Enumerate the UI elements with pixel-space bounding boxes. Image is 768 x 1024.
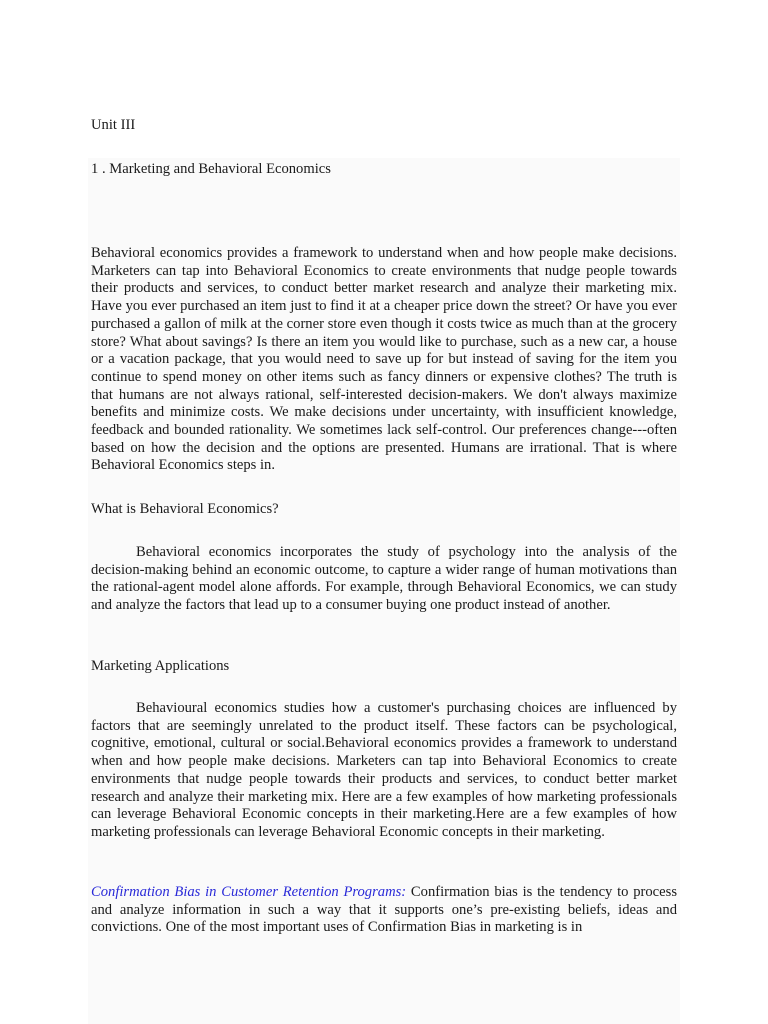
confirmation-bias-link[interactable]: Confirmation Bias in Customer Retention Programs:: [91, 884, 407, 900]
paragraph-confirmation-bias: [91, 884, 677, 937]
confirmation-bias-text: Confirmation bias is the tendency to process and analyze information in such a way that it supports one’s pre-existing beliefs, ideas and convictions. One of the most important uses of Confirmation Bias in marketing is in: [91, 884, 677, 936]
paragraph-intro: Behavioral economics provides a framework to understand when and how people make decisions. Marketers can tap into Behavioral Economics to create environments that nudge people towards their products and services, to conduct better market research and analyze their marketing mix. Have you ever purchased an item just to find it at a cheaper price down the street? Or have you ever purchased a gallon of milk at the corner store even though it costs twice as much than at the grocery store? What about savings? Is there an item you would like to purchase, such as a new car, a house or a vacation package, that you would need to save up for but instead of saving for the item you continue to spend money on other items such as fancy dinners or expensive clothes? The truth is that humans are not always rational, self-interested decision-makers. We don't always maximize benefits and minimize costs. We make decisions under uncertainty, with insufficient knowledge, feedback and bounded rationality. We sometimes lack self-control. Our preferences change---often based on how the decision and the options are presented. Humans are irrational. That is where Behavioral Economics steps in.: [91, 245, 677, 474]
unit-title: Unit III: [91, 117, 136, 133]
heading-marketing-applications: Marketing Applications: [91, 658, 230, 674]
section-title: 1 . Marketing and Behavioral Economics: [91, 161, 331, 177]
paragraph-definition: Behavioral economics incorporates the study of psychology into the analysis of the decision-making behind an economic outcome, to capture a wider range of human motivations than the rational-agent model alone affords. For example, through Behavioral Economics, we can study and analyze the factors that lead up to a consumer buying one product instead of another.: [91, 544, 677, 614]
heading-what-is-behavioral-economics: What is Behavioral Economics?: [91, 501, 279, 517]
paragraph-applications: Behavioural economics studies how a customer's purchasing choices are influenced by factors that are seemingly unrelated to the product itself. These factors can be psychological, cognitive, emotional, cultural or social.Behavioral economics provides a framework to understand when and how people make decisions. Marketers can tap into Behavioral Economics to create environments that nudge people towards their products and services, to conduct better market research and analyze their marketing mix. Here are a few examples of how marketing professionals can leverage Behavioral Economic concepts in their marketing.Here are a few examples of how marketing professionals can leverage Behavioral Economic concepts in their marketing.: [91, 700, 677, 840]
